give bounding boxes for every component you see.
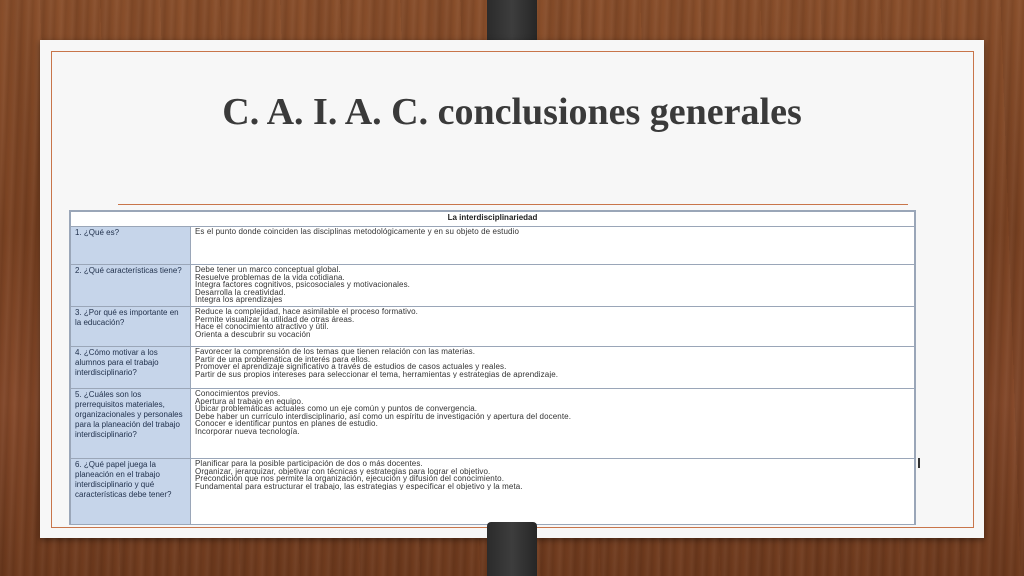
answer-line: Es el punto donde coinciden las disciplinas metodológicamente y en su objeto de estudio: [195, 228, 520, 236]
answer-line: Hace el conocimiento atractivo y útil.: [195, 323, 329, 331]
table-row: [71, 389, 915, 459]
question-cell: 2. ¿Qué características tiene?: [71, 265, 191, 307]
answer-line: Fundamental para estructurar el trabajo, las estrategias y especificar el objetivo y la meta.: [195, 482, 523, 491]
slide-title: C. A. I. A. C. conclusiones generales: [222, 91, 802, 133]
answer-line: Apertura al trabajo en equipo.: [195, 397, 304, 406]
question-cell: 5. ¿Cuáles son los prerrequisitos materiales, organizacionales y personales para la planeación del trabajo interdisciplinario?: [71, 389, 191, 459]
slide-card: [40, 40, 984, 538]
answer-line: Incorporar nueva tecnología.: [195, 427, 300, 436]
binder-clip-bottom: [487, 522, 537, 576]
table-row: [71, 307, 915, 347]
answer-line: Organizar, jerarquizar, objetivar con técnicas y estrategias para lograr el objetivo.: [195, 467, 491, 476]
table-row: [71, 347, 915, 389]
table-row: [71, 265, 915, 307]
answer-line: Conocer e identificar puntos en planes de estudio.: [195, 420, 378, 428]
answer-line: Desarrolla la creatividad.: [195, 288, 286, 297]
answer-cell: [191, 227, 915, 265]
table-header: La interdisciplinariedad: [71, 212, 915, 227]
answer-line: Reduce la complejidad, hace asimilable el proceso formativo.: [195, 308, 418, 316]
answer-cell: [191, 459, 915, 525]
answer-line: Partir de una problemática de interés para ellos.: [195, 355, 371, 364]
answer-line: Ubicar problemáticas actuales como un eje común y puntos de convergencia.: [195, 405, 478, 413]
table-edge-mark: [918, 458, 920, 468]
answer-line: Conocimientos previos.: [195, 390, 281, 398]
answer-line: Favorecer la comprensión de los temas que tienen relación con las materias.: [195, 348, 476, 356]
question-cell: 4. ¿Cómo motivar a los alumnos para el trabajo interdisciplinario?: [71, 347, 191, 389]
answer-line: Permite visualizar la utilidad de otras áreas.: [195, 315, 355, 324]
table-row: [71, 459, 915, 525]
answer-line: Integra los aprendizajes: [195, 296, 283, 304]
answer-line: Promover el aprendizaje significativo a través de estudios de casos actuales y reales.: [195, 363, 507, 371]
interdisciplinarity-table: [69, 210, 916, 525]
table-row: [71, 227, 915, 265]
answer-line: Planificar para la posible participación de dos o más docentes.: [195, 460, 423, 468]
answer-line: Partir de sus propios intereses para seleccionar el tema, herramientas y estrategias de aprendizaje.: [195, 370, 559, 379]
question-cell: 1. ¿Qué es?: [71, 227, 191, 265]
answer-line: Precondición que nos permite la organización, ejecución y difusión del conocimiento.: [195, 475, 505, 483]
answer-line: Integra factores cognitivos, psicosociales y motivacionales.: [195, 281, 410, 289]
answer-line: Debe haber un currículo interdisciplinario, así como un espíritu de investigación y apertura del docente.: [195, 412, 572, 421]
answer-cell: [191, 265, 915, 307]
question-cell: 3. ¿Por qué es importante en la educación?: [71, 307, 191, 347]
question-cell: 6. ¿Qué papel juega la planeación en el trabajo interdisciplinario y qué características debe tener?: [71, 459, 191, 525]
answer-cell: [191, 307, 915, 347]
answer-line: Resuelve problemas de la vida cotidiana.: [195, 273, 345, 282]
title-divider: [118, 204, 908, 205]
answer-line: Orienta a descubrir su vocación: [195, 330, 311, 339]
answer-cell: [191, 347, 915, 389]
answer-cell: [191, 389, 915, 459]
answer-line: Debe tener un marco conceptual global.: [195, 266, 341, 274]
